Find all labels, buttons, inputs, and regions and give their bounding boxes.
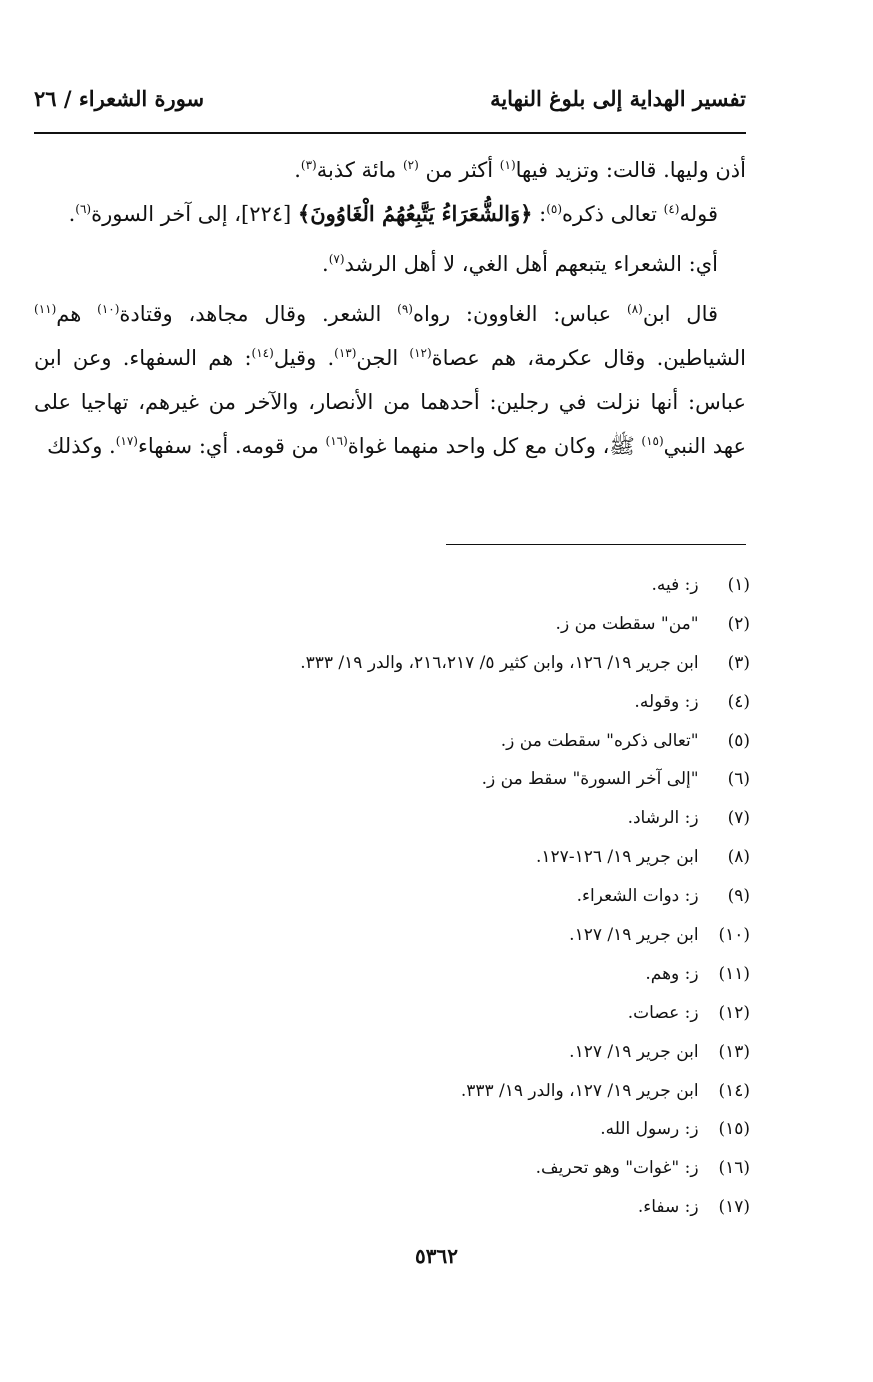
text-run: أي: الشعراء يتبعهم أهل الغي، لا أهل الرشد <box>344 252 718 276</box>
footnote-number: (٤) <box>727 691 750 712</box>
text-run: . <box>294 158 301 182</box>
footnote-item <box>120 566 750 605</box>
footnote-number: (١٢) <box>718 1002 750 1023</box>
footnote-text: ابن جرير ١٩/ ١٢٧. <box>569 1041 699 1062</box>
footnote-marker-14[interactable]: (١٤) <box>251 346 274 360</box>
footnote-marker-6[interactable]: (٦) <box>75 202 92 216</box>
footnote-item <box>120 683 750 722</box>
footnote-marker-11[interactable]: (١١) <box>34 302 57 316</box>
text-run: أذن وليها. قالت: وتزيد فيها <box>515 158 746 182</box>
footnote-number: (١) <box>727 575 750 595</box>
footnote-number: (١٦) <box>718 1158 750 1179</box>
footnote-text: ز: فيه. <box>651 575 699 595</box>
text-run: . وقيل <box>273 346 335 370</box>
footnote-number: (٦) <box>727 769 750 790</box>
footnote-text: ز: دوات الشعراء. <box>576 886 699 907</box>
footnote-marker-9[interactable]: (٩) <box>397 302 413 316</box>
text-run: [٢٢٤]، إلى آخر السورة <box>91 202 298 226</box>
footnote-text: ز: عصات. <box>627 1002 699 1023</box>
footnote-text: ابن جرير ١٩/ ١٢٧، والدر ١٩/ ٣٣٣. <box>460 1080 699 1101</box>
paragraph-1 <box>34 148 746 192</box>
footnote-number: (٢) <box>727 613 750 634</box>
footnote-item <box>120 1149 750 1188</box>
text-run: قوله <box>679 202 718 226</box>
running-header <box>34 82 746 122</box>
footnote-number: (١٤) <box>718 1080 750 1101</box>
footnote-text: ابن جرير ١٩/ ١٢٧. <box>569 925 699 946</box>
text-run: : هم السفهاء. وعن ابن عباس: أنها نزلت في رجلين: أحدهما من الأنصار، والآخر من غيرهم، تهاجيا على عهد النبي <box>34 346 746 458</box>
footnote-text: "إلى آخر السورة" سقط من ز. <box>481 769 699 790</box>
footnote-item <box>120 605 750 644</box>
footnote-marker-7[interactable]: (٧) <box>328 252 345 266</box>
footnote-item <box>120 1110 750 1149</box>
footnote-text: ز: "غوات" وهو تحريف. <box>535 1158 699 1179</box>
main-text <box>34 148 746 468</box>
footnote-marker-10[interactable]: (١٠) <box>97 302 120 316</box>
footnote-marker-13[interactable]: (١٣) <box>334 346 357 360</box>
book-title: تفسير الهداية إلى بلوغ النهاية <box>490 86 746 111</box>
footnote-text: "تعالى ذكره" سقطت من ز. <box>500 730 699 751</box>
footnotes-list <box>120 566 750 1227</box>
text-run: الشعر. وقال مجاهد، وقتادة <box>119 302 398 326</box>
footnote-number: (١٥) <box>718 1119 750 1140</box>
paragraph-3 <box>34 242 746 286</box>
text-run: . وكذلك <box>47 434 116 458</box>
text-run: من قومه. أي: سفهاء <box>137 434 326 458</box>
text-run: . <box>322 252 329 276</box>
footnote-number: (١١) <box>718 963 750 984</box>
footnote-item <box>120 760 750 799</box>
footnote-item <box>120 955 750 994</box>
footnote-item <box>120 644 750 683</box>
paragraph-4 <box>34 292 746 468</box>
footnote-marker-4[interactable]: (٤) <box>663 202 680 216</box>
footnote-item <box>120 1033 750 1072</box>
footnote-number: (٧) <box>727 808 750 829</box>
footnote-number: (٨) <box>727 847 750 868</box>
text-run: مائة كذبة <box>316 158 403 182</box>
footnote-item <box>120 1072 750 1111</box>
footnote-number: (٩) <box>727 886 750 907</box>
footnote-item <box>120 838 750 877</box>
footnote-item <box>120 1188 750 1227</box>
page-number: ٥٣٦٢ <box>415 1244 458 1268</box>
footnote-number: (١٣) <box>718 1041 750 1062</box>
footnote-marker-2[interactable]: (٢) <box>402 158 419 172</box>
footnote-marker-1[interactable]: (١) <box>499 158 516 172</box>
footnote-number: (١٧) <box>718 1197 750 1218</box>
text-run: الشياطين. وقال عكرمة، هم عصاة <box>431 346 746 370</box>
paragraph-2 <box>34 192 746 236</box>
footnote-marker-16[interactable]: (١٦) <box>325 434 348 448</box>
footnote-divider <box>446 544 746 545</box>
text-run: الجن <box>356 346 410 370</box>
footnote-marker-15[interactable]: (١٥) <box>641 434 664 448</box>
text-run: ﷺ، وكان مع كل واحد منهما غواة <box>347 434 642 458</box>
footnote-text: ز: الرشاد. <box>627 808 699 829</box>
header-divider <box>34 132 746 134</box>
footnote-number: (١٠) <box>718 925 750 946</box>
footnote-number: (٣) <box>727 652 750 673</box>
footnote-text: ابن جرير ١٩/ ١٢٦-١٢٧. <box>536 847 699 868</box>
footnote-item <box>120 916 750 955</box>
text-run: قال ابن <box>642 302 719 326</box>
footnote-number: (٥) <box>727 730 750 751</box>
text-run: : <box>532 202 547 226</box>
text-run: هم <box>56 302 98 326</box>
footnote-text: ز: وهم. <box>645 963 699 984</box>
footnote-marker-8[interactable]: (٨) <box>627 302 643 316</box>
text-run: تعالى ذكره <box>562 202 664 226</box>
footnote-text: ز: سفاء. <box>637 1197 699 1218</box>
footnote-text: ز: رسول الله. <box>600 1119 699 1140</box>
footnote-item <box>120 877 750 916</box>
footnote-marker-5[interactable]: (٥) <box>546 202 563 216</box>
footnote-marker-3[interactable]: (٣) <box>300 158 317 172</box>
footnote-marker-17[interactable]: (١٧) <box>115 434 138 448</box>
footnote-text: ابن جرير ١٩/ ١٢٦، وابن كثير ٥/ ٢١٦،٢١٧، والدر ١٩/ ٣٣٣. <box>300 652 699 673</box>
footnote-text: "من" سقطت من ز. <box>555 613 699 634</box>
quran-verse: ﴿وَالشُّعَرَاءُ يَتَّبِعُهُمُ الْغَاوُونَ﴾ <box>297 201 533 226</box>
footnote-marker-12[interactable]: (١٢) <box>409 346 432 360</box>
footnote-item <box>120 799 750 838</box>
footnote-text: ز: وقوله. <box>634 691 699 712</box>
text-run: عباس: الغاوون: رواه <box>412 302 628 326</box>
footnote-item <box>120 994 750 1033</box>
surah-label: سورة الشعراء / ٢٦ <box>34 86 205 111</box>
text-run: أكثر من <box>418 158 500 182</box>
footnote-item <box>120 722 750 761</box>
text-run: . <box>68 202 76 226</box>
